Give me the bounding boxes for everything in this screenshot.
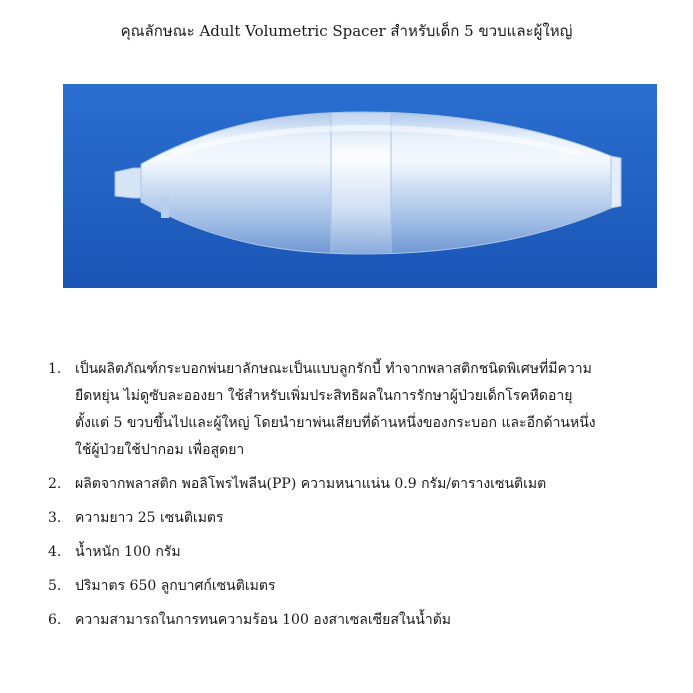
- spec-line: ตั้งแต่ 5 ขวบขึ้นไปและผู้ใหญ่ โดยนำยาพ่นเสียบที่ด้านหนึ่งของกระบอก และอีกด้านหนึ่ง: [75, 415, 596, 431]
- spec-text: [75, 471, 693, 498]
- page-title: คุณลักษณะ Adult Volumetric Spacer สำหรับเด็ก 5 ขวบและผู้ใหญ่: [120, 22, 573, 40]
- spec-text: [75, 539, 693, 566]
- spec-line: ใช้ผู้ป่วยใช้ปากอม เพื่อสูดยา: [75, 442, 245, 458]
- spec-text: [75, 356, 693, 464]
- spacer-photo: [63, 84, 657, 288]
- spec-line: ปริมาตร 650 ลูกบาศก์เซนติเมตร: [75, 578, 276, 594]
- spec-number: 4.: [48, 544, 62, 560]
- spec-item: [48, 607, 693, 634]
- spacer-mouthpiece: [115, 168, 141, 198]
- spec-number: 1.: [48, 361, 62, 377]
- spec-item: [48, 505, 693, 532]
- spec-item: [48, 539, 693, 566]
- spec-list: [48, 356, 693, 641]
- spec-line: น้ำหนัก 100 กรัม: [75, 544, 181, 560]
- spec-line: ความสามารถในการทนความร้อน 100 องสาเซลเซียสในน้ำต้ม: [75, 612, 452, 628]
- spec-line: ผลิตจากพลาสติก พอลิโพรไพลีน(PP) ความหนาแน่น 0.9 กรัม/ตารางเซนติเมต: [75, 476, 547, 492]
- spacer-end-cap: [611, 156, 621, 208]
- spec-line: เป็นผลิตภัณฑ์กระบอกพ่นยาลักษณะเป็นแบบลูกรักบี้ ทำจากพลาสติกชนิดพิเศษที่มีความ: [75, 361, 592, 377]
- spec-text: [75, 505, 693, 532]
- spacer-stand: [161, 196, 169, 218]
- spec-text: [75, 573, 693, 600]
- spec-line: ความยาว 25 เซนติเมตร: [75, 510, 224, 526]
- spec-number: 2.: [48, 476, 62, 492]
- spec-item: [48, 471, 693, 498]
- spec-item: [48, 573, 693, 600]
- spec-number: 6.: [48, 612, 62, 628]
- spacer-middle-band: [331, 113, 391, 253]
- spec-text: [75, 607, 693, 634]
- spec-line: ยืดหยุ่น ไม่ดูซับละอองยา ใช้สำหรับเพิ่มประสิทธิผลในการรักษาผู้ป่วยเด็กโรคหืดอายุ: [75, 388, 573, 404]
- spec-number: 3.: [48, 510, 62, 526]
- spec-number: 5.: [48, 578, 62, 594]
- spec-item: [48, 356, 693, 464]
